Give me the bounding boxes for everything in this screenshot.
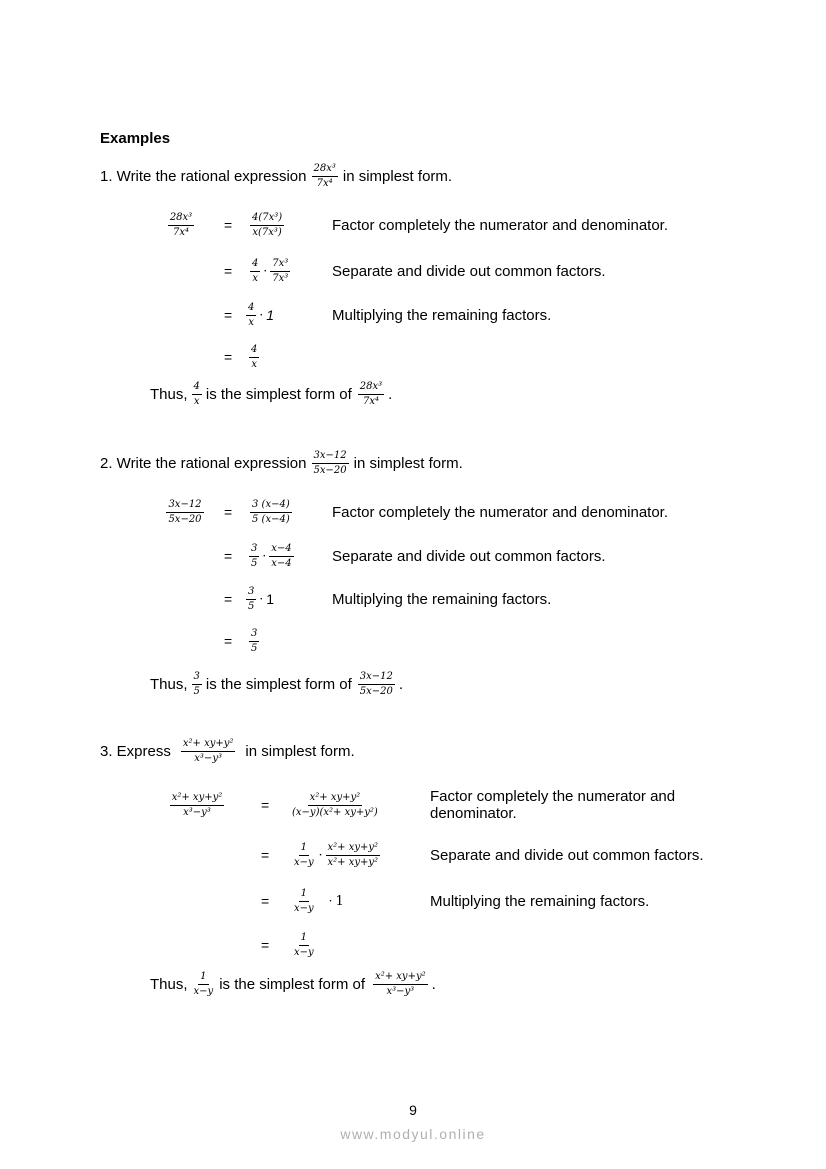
example-1-step-3-note: Multiplying the remaining factors. xyxy=(332,306,552,324)
example-3-remaining-fraction: $\frac{1}{x-y}$ xyxy=(294,887,314,914)
example-2-step-3-note: Multiplying the remaining factors. xyxy=(332,590,552,608)
example-2-step-4: = $\frac{3}{5}$ xyxy=(224,627,258,654)
example-1-factor-b: $\frac{\text{7x³}}{\text{7x³}}$ xyxy=(272,257,289,284)
example-2-lhs-fraction: $\frac{3x-12}{5x-20}$ xyxy=(168,498,202,525)
example-1-step-1-note: Factor completely the numerator and denominator. xyxy=(332,216,669,234)
example-1-step-4: = $\frac{4}{x}$ xyxy=(224,343,258,370)
example-1-step-3: = $\frac{4}{x}$ · 1 Multiplying the remaining factors. xyxy=(224,301,552,328)
example-3-expression: $\frac{\text{x²+ xy+y²}}{\text{x³−y³}}$ xyxy=(182,737,234,764)
example-3-step-2-note: Separate and divide out common factors. xyxy=(430,846,704,864)
example-2-conclusion: Thus, $\frac{3}{5}$ is the simplest form of $\frac{3x-12}{5x-20}$ . xyxy=(150,670,404,697)
example-3-step-3: = $\frac{1}{x-y}$ · 1 Multiplying the remaining factors. xyxy=(261,887,650,914)
example-2-factor-a: $\frac{3}{5}$ xyxy=(251,542,258,569)
example-2-expression: $\frac{3x-12}{5x-20}$ xyxy=(313,449,347,476)
example-1-factor-a: $\frac{4}{x}$ xyxy=(252,257,259,284)
example-3-conclusion: Thus, $\frac{1}{x-y}$ is the simplest form of $\frac{\text{x²+ xy+y²}}{\text{x³−y³}}$ . xyxy=(150,970,436,997)
example-1-result-fraction: $\frac{4}{x}$ xyxy=(251,343,258,370)
example-2-step-1: $\frac{3x-12}{5x-20}$ = $\frac{3 (x-4)}{5 (x-4)}$ Factor completely the numerator and denominator. xyxy=(168,498,669,525)
example-2-remaining-fraction: $\frac{3}{5}$ xyxy=(248,585,255,612)
example-3-step-1-note: Factor completely the numerator and denominator. xyxy=(430,788,676,822)
example-3-lhs-fraction: $\frac{\text{x²+ xy+y²}}{\text{x³−y³}}$ xyxy=(171,791,223,818)
example-3-factored-fraction: $\frac{\text{x²+ xy+y²}}{\text{(x−y)(x²+ xy+y²)}}$ xyxy=(292,791,378,818)
example-3-prompt: 3. Express $\frac{\text{x²+ xy+y²}}{\text{x³−y³}}$ in simplest form. xyxy=(100,737,355,764)
example-2-step-3: = $\frac{3}{5}$ · 1 Multiplying the remaining factors. xyxy=(224,585,552,612)
example-2-step-2-note: Separate and divide out common factors. xyxy=(332,547,606,565)
example-3-factor-a: $\frac{1}{x-y}$ xyxy=(294,841,314,868)
example-2-step-1-note: Factor completely the numerator and denominator. xyxy=(332,503,669,521)
example-3-result-fraction: $\frac{1}{x-y}$ xyxy=(294,931,314,958)
example-2-result-fraction: $\frac{3}{5}$ xyxy=(251,627,258,654)
section-heading: Examples xyxy=(100,130,171,147)
example-2-step-2: = $\frac{3}{5}$ · $\frac{x-4}{x-4}$ Separate and divide out common factors. xyxy=(224,542,606,569)
page-number: 9 xyxy=(409,1102,417,1118)
example-1-step-2: = $\frac{4}{x}$ · $\frac{\text{7x³}}{\text{7x³}}$ Separate and divide out common factors. xyxy=(224,257,606,284)
footer-watermark: www.modyul.online xyxy=(340,1126,486,1142)
example-3-step-1: $\frac{\text{x²+ xy+y²}}{\text{x³−y³}}$ = $\frac{\text{x²+ xy+y²}}{\text{(x−y)(x²+ xy+y²)}}$ Factor completely the numerator and denominator. xyxy=(0,787,826,823)
example-1-lhs-fraction: $\frac{\text{28x³}}{\text{7x⁴}}$ xyxy=(169,211,193,238)
example-1-prompt: 1. Write the rational expression $\frac{\text{28x³}}{\text{7x⁴}}$ in simplest form. xyxy=(100,162,453,189)
example-3-step-2: = $\frac{1}{x-y}$ · $\frac{\text{x²+ xy+y²}}{\text{x²+ xy+y²}}$ Separate and divide out common factors. xyxy=(261,841,704,868)
example-2-factor-b: $\frac{x-4}{x-4}$ xyxy=(271,542,292,569)
example-1-factored-fraction: $\frac{\text{4(7x³)}}{\text{x(7x³)}}$ xyxy=(252,211,283,238)
example-3-step-3-note: Multiplying the remaining factors. xyxy=(430,892,650,910)
example-2-prompt: 2. Write the rational expression $\frac{3x-12}{5x-20}$ in simplest form. xyxy=(100,449,463,476)
example-1-step-2-note: Separate and divide out common factors. xyxy=(332,262,606,280)
example-1-step-1: $\frac{\text{28x³}}{\text{7x⁴}}$ = $\frac{\text{4(7x³)}}{\text{x(7x³)}}$ Factor completely the numerator and denominator. xyxy=(169,211,669,238)
example-1-conclusion: Thus, $\frac{4}{x}$ is the simplest form of $\frac{\text{28x³}}{\text{7x⁴}}$ . xyxy=(150,380,393,407)
example-3-factor-b: $\frac{\text{x²+ xy+y²}}{\text{x²+ xy+y²}}$ xyxy=(327,841,379,868)
example-1-expression: $\frac{\text{28x³}}{\text{7x⁴}}$ xyxy=(313,162,336,189)
example-3-step-4: = $\frac{1}{x-y}$ xyxy=(261,931,314,958)
example-2-factored-fraction: $\frac{3 (x-4)}{5 (x-4)}$ xyxy=(252,498,290,525)
example-1-remaining-fraction: $\frac{4}{x}$ xyxy=(248,301,255,328)
